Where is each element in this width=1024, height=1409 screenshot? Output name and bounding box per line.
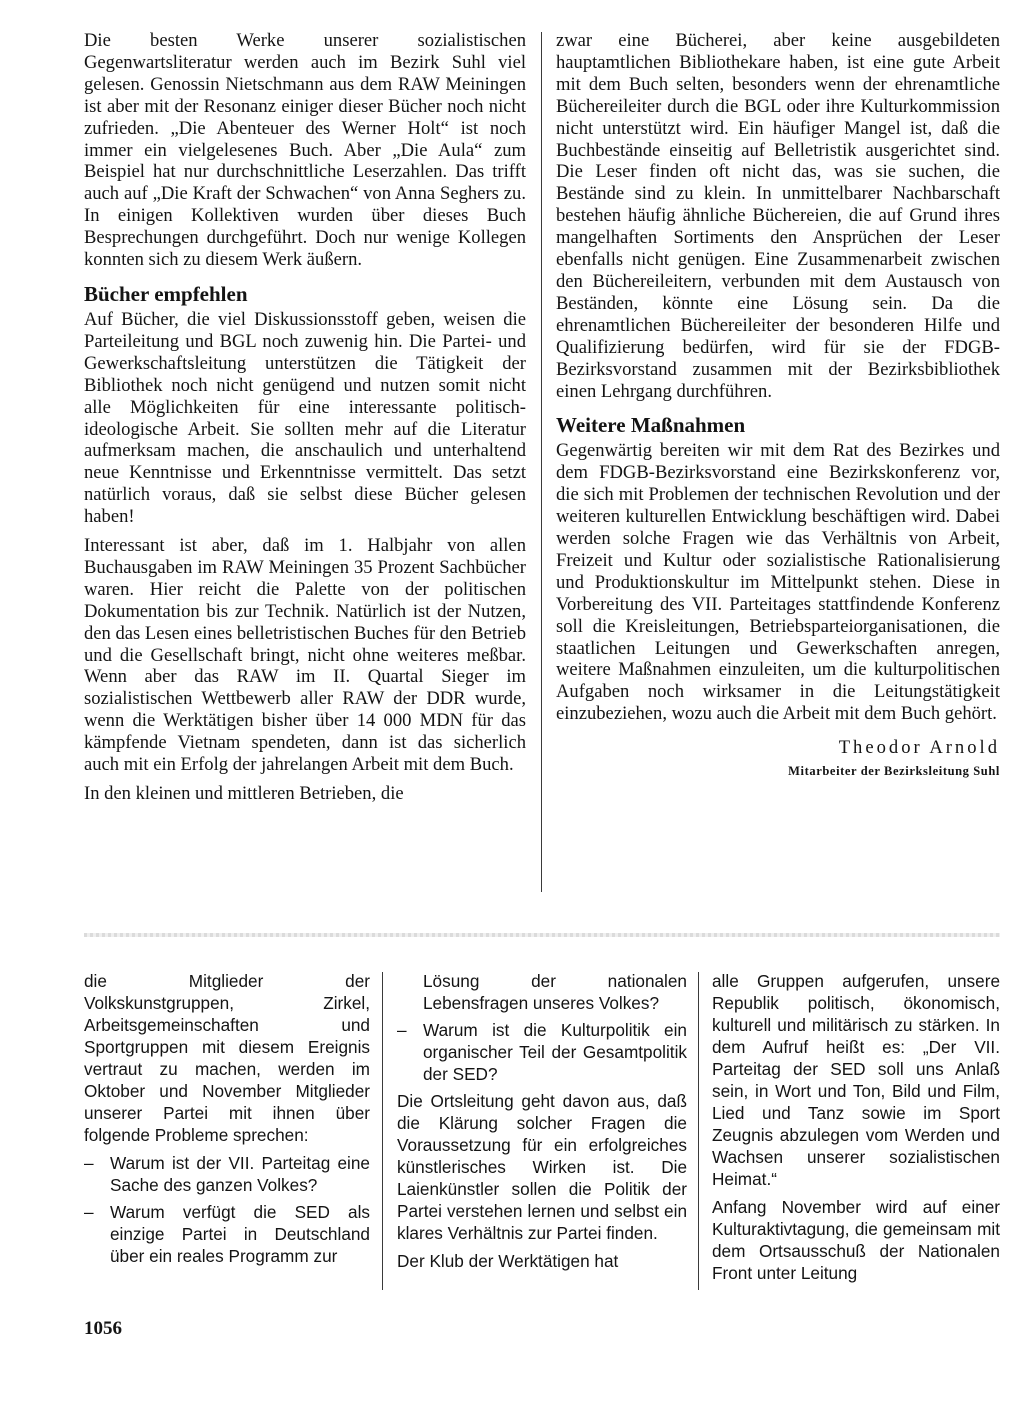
author-affiliation: Mitarbeiter der Bezirksleitung Suhl — [788, 764, 1000, 779]
paragraph: Anfang November wird auf einer Kulturaktivtagung, die gemeinsam mit dem Ortsausschuß der Nationalen Front unter Leitung — [712, 1197, 1000, 1283]
paragraph: Die besten Werke unserer sozialistischen Gegenwartsliteratur werden auch im Bezirk Suhl viel gelesen. Genossin Nietschmann aus dem RAW Meiningen ist aber mit der Resonanz einiger dieser Bücher noch nicht zufrieden. „Die Abenteuer des Werner Holt“ ist noch immer ein vielgelesenes Buch. Aber „Die Aula“ zum Beispiel hat nur durchschnittliche Leserzahlen. Das trifft auch auf „Die Kraft der Schwachen“ von Anna Seghers zu. In einigen Kollektiven wurden über dieses Buch Besprechungen durchgeführt. Doch nur wenige Kollegen konnten sich zu diesem Werk äußern. — [84, 30, 526, 271]
paragraph: Auf Bücher, die viel Diskussionsstoff geben, weisen die Parteileitung und BGL noch zuwenig hin. Die Partei- und Gewerkschaftsleitung unterstützen die Tätigkeit der Bibliothek noch nicht genügend und nutzen somit nicht alle Möglichkeiten für eine interessante politisch-ideologische Arbeit. Sie sollten mehr auf die Literatur aufmerksam machen, die anschaulich und unterhaltend neue Kenntnisse und Erkenntnisse vermittelt. Das setzt natürlich voraus, daß sie selbst diese Bücher gelesen haben! — [84, 308, 526, 528]
page-number: 1056 — [84, 1318, 122, 1339]
dash-bullet: – — [84, 1153, 94, 1173]
author-signature: Theodor Arnold — [838, 737, 1000, 759]
paragraph: alle Gruppen aufgerufen, unsere Republik politisch, ökonomisch, kulturell und militärisch zu stärken. In dem Aufruf heißt es: „Der VII. Parteitag der SED soll uns Anlaß sein, in Wort und Ton, Bild und Film, Lied und Tanz sowie im Sport Zeugnis abzulegen vom Werden und Wachsen unserer sozialistischen Heimat.“ — [712, 971, 1000, 1189]
lower-column-1 — [84, 970, 370, 1272]
column-divider — [382, 972, 383, 1290]
paragraph: Die Ortsleitung geht davon aus, daß die Klärung solcher Fragen die Voraussetzung für ein erfolgreiches künstlerisches Wirken ist. Die Laienkünstler sollen die Politik der Partei verstehen lernen und selbst ein klares Verhältnis zur Partei finden. — [397, 1091, 687, 1243]
article-column-left — [84, 30, 526, 812]
dash-bullet: – — [84, 1202, 94, 1222]
question-continuation: Lösung der nationalen Lebensfragen unseres Volkes? — [423, 971, 687, 1013]
column-divider — [698, 972, 699, 1290]
section-divider — [84, 933, 1000, 937]
paragraph: zwar eine Bücherei, aber keine ausgebildeten hauptamtlichen Bibliothekare haben, ist eine gute Arbeit mit dem Buch selten, besonders wenn der ehrenamtliche Büchereileiter durch die BGL oder ihre Kulturkommission nicht unterstützt wird. Ein häufiger Mangel ist, daß die Buchbestände einseitig auf Belletristik ausgerichtet sind. Die Leser finden oft nicht das, was sie suchen, die Bestände sind zu klein. In unmittelbarer Nachbarschaft bestehen häufig ähnliche Büchereien, die auf Grund ihres mangelhaften Sortiments den Ansprüchen der Leser ebenfalls nicht genügen. Eine Zusammenarbeit zwischen den Büchereileitern, verbunden mit dem Austausch von Beständen, könnte eine Lösung sein. Da die ehrenamtlichen Büchereileiter der besonderen Hilfe und Qualifizierung bedürfen, wird für sie der FDGB-Bezirksvorstand zusammen mit der Bezirksbibliothek einen Lehrgang durchführen. — [556, 30, 1000, 402]
section-heading: Bücher empfehlen — [84, 281, 248, 306]
question-text: Warum ist der VII. Parteitag eine Sache des ganzen Volkes? — [110, 1153, 370, 1195]
question-text: Warum verfügt die SED als einzige Partei in Deutschland über ein reales Programm zur — [110, 1202, 370, 1266]
question-item — [84, 1152, 370, 1196]
paragraph: die Mitglieder der Volkskunstgruppen, Zirkel, Arbeitsgemeinschaften und Sportgruppen mit diesem Ereignis vertraut zu machen, werden im Oktober und November Mitglieder unserer Partei mit ihnen über folgende Probleme sprechen: — [84, 971, 370, 1145]
paragraph: Der Klub der Werktätigen hat — [397, 1251, 619, 1271]
column-divider — [541, 32, 542, 892]
article-column-right — [556, 30, 1000, 783]
paragraph: Gegenwärtig bereiten wir mit dem Rat des Bezirkes und dem FDGB-Bezirksvorstand eine Bezirkskonferenz vor, die sich mit Problemen der technischen Revolution und der weiteren kulturellen Entwicklung beschäftigen wird. Dabei werden solche Fragen wie das Verhältnis von Arbeit, Freizeit und Kultur oder sozialistische Rationalisierung und Produktionskultur im Mittelpunkt stehen. Diese in Vorbereitung des VII. Parteitages stattfindende Konferenz soll die Kreisleitungen, Betriebsparteiorganisationen, die staatlichen Leitungen und Gewerkschaften anregen, weitere Maßnahmen einzuleiten, um die kulturpolitischen Aufgaben noch wirksamer in die Leitungstätigkeit einzubeziehen, wozu auch die Arbeit mit dem Buch gehört. — [556, 440, 1000, 725]
paragraph: In den kleinen und mittleren Betrieben, die — [84, 783, 404, 804]
lower-column-2 — [397, 970, 687, 1278]
section-heading: Weitere Maßnahmen — [556, 413, 746, 438]
dash-bullet: – — [397, 1020, 407, 1040]
question-item — [397, 1019, 687, 1085]
question-text: Warum ist die Kulturpolitik ein organischer Teil der Gesamtpolitik der SED? — [423, 1020, 687, 1084]
paragraph: Interessant ist aber, daß im 1. Halbjahr von allen Buchausgaben im RAW Meiningen 35 Prozent Sachbücher waren. Hier reicht die Palette von der politischen Dokumentation bis zur Technik. Natürlich ist der Nutzen, den das Lesen eines belletristischen Buches für den Betrieb und die Gesellschaft bringt, nicht ohne weiteres meßbar. Wenn aber das RAW im II. Quartal Sieger im sozialistischen Wettbewerb aller RAW der DDR wurde, wenn die Werktätigen bisher über 14 000 MDN für das kämpfende Vietnam spendeten, dann ist das sicherlich auch mit ein Erfolg der jahrelangen Arbeit mit dem Buch. — [84, 535, 526, 776]
question-item — [84, 1201, 370, 1267]
lower-column-3 — [712, 970, 1000, 1290]
